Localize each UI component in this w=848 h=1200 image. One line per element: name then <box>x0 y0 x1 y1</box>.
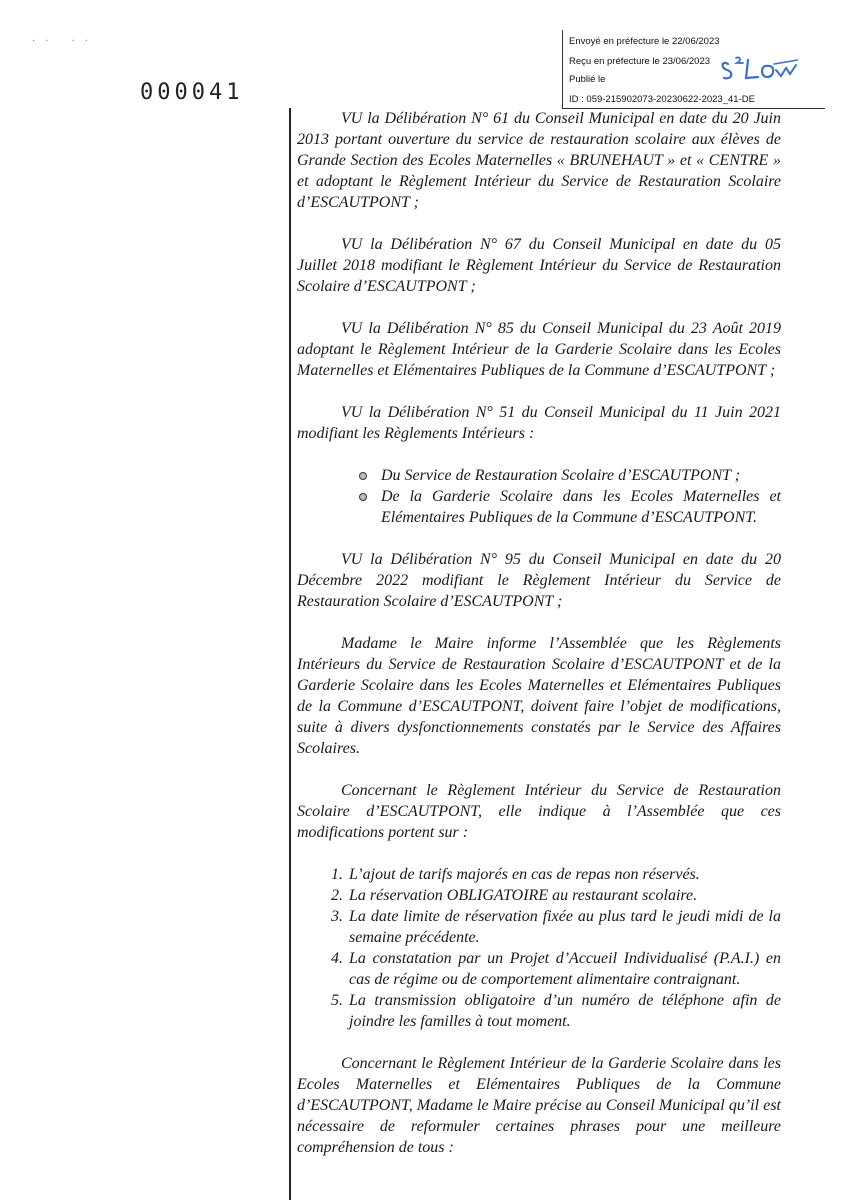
paragraph-deliberation-67: VU la Délibération N° 67 du Conseil Municipal en date du 05 Juillet 2018 modifiant le Règlement Intérieur du Service de Restauration Scolaire d’ESCAUTPONT ; <box>297 236 781 295</box>
handwritten-signature <box>718 50 798 84</box>
stamp-sent-date: Envoyé en préfecture le 22/06/2023 <box>569 36 720 47</box>
list-item-text: La date limite de réservation fixée au plus tard le jeudi midi de la semaine précédente. <box>349 908 781 946</box>
list-item <box>331 885 781 906</box>
list-number: 5. <box>331 992 343 1009</box>
stamp-received-date: Reçu en préfecture le 23/06/2023 <box>569 56 711 67</box>
stamp-id: ID : 059-215902073-20230622-2023_41-DE <box>569 94 755 105</box>
list-item-text: De la Garderie Scolaire dans les Ecoles Maternelles et Elémentaires Publiques de la Commune d’ESCAUTPONT. <box>381 488 781 526</box>
list-item <box>331 864 781 885</box>
list-item <box>359 486 781 528</box>
reglements-list <box>297 465 781 528</box>
list-item-text: L’ajout de tarifs majorés en cas de repas non réservés. <box>349 866 700 883</box>
list-item <box>359 465 781 486</box>
list-item <box>331 906 781 948</box>
list-number: 4. <box>331 950 343 967</box>
paragraph-restauration-modifications: Concernant le Règlement Intérieur du Service de Restauration Scolaire d’ESCAUTPONT, elle indique à l’Assemblée que ces modifications portent sur : <box>297 782 781 841</box>
paragraph-deliberation-95: VU la Délibération N° 95 du Conseil Municipal en date du 20 Décembre 2022 modifiant le Règlement Intérieur du Service de Restauration Scolaire d’ESCAUTPONT ; <box>297 551 781 610</box>
list-number: 3. <box>331 908 343 925</box>
list-item <box>331 948 781 990</box>
list-number: 1. <box>331 866 343 883</box>
list-item-text: La constatation par un Projet d’Accueil Individualisé (P.A.I.) en cas de régime ou de comportement alimentaire contraignant. <box>349 950 781 988</box>
bullet-icon <box>359 493 367 501</box>
stamp-published: Publié le <box>569 74 606 85</box>
document-body <box>297 108 781 1158</box>
paragraph-deliberation-85: VU la Délibération N° 85 du Conseil Municipal du 23 Août 2019 adoptant le Règlement Intérieur de la Garderie Scolaire dans les Ecoles Maternelles et Elémentaires Publiques de la Commune d’ESCAUTPONT ; <box>297 320 781 379</box>
paragraph-garderie-modifications: Concernant le Règlement Intérieur de la Garderie Scolaire dans les Ecoles Maternelles et Elémentaires Publiques de la Commune d’ESCAUTPONT, Madame le Maire précise au Conseil Municipal qu’il est nécessaire de reformuler certaines phrases pour une meilleure compréhension de tous : <box>297 1055 781 1156</box>
paragraph-deliberation-61: VU la Délibération N° 61 du Conseil Municipal en date du 20 Juin 2013 portant ouverture du service de restauration scolaire aux élèves de Grande Section des Ecoles Maternelles « BRUNEHAUT » et « CENTRE » et adoptant le Règlement Intérieur du Service de Restauration Scolaire d’ESCAUTPONT ; <box>297 110 781 211</box>
list-item-text: La transmission obligatoire d’un numéro de téléphone afin de joindre les familles à tout moment. <box>349 992 781 1030</box>
paragraph-deliberation-51: VU la Délibération N° 51 du Conseil Municipal du 11 Juin 2021 modifiant les Règlements Intérieurs : <box>297 404 781 442</box>
list-item-text: La réservation OBLIGATOIRE au restaurant scolaire. <box>349 887 698 904</box>
list-number: 2. <box>331 887 343 904</box>
list-item-text: Du Service de Restauration Scolaire d’ESCAUTPONT ; <box>381 467 741 484</box>
paragraph-maire-informe: Madame le Maire informe l’Assemblée que les Règlements Intérieurs du Service de Restauration Scolaire d’ESCAUTPONT et de la Garderie Scolaire dans les Ecoles Maternelles et Elémentaires Publiques de la Commune d’ESCAUTPONT, doivent faire l’objet de modifications, suite à divers dysfonctionnements constatés par le Service des Affaires Scolaires. <box>297 635 781 757</box>
margin-rule <box>289 108 291 1200</box>
bullet-icon <box>359 472 367 480</box>
page-number: 000041 <box>140 80 244 105</box>
modifications-list <box>297 864 781 1032</box>
list-item <box>331 990 781 1032</box>
scan-specks: ·· ·· <box>32 36 98 47</box>
